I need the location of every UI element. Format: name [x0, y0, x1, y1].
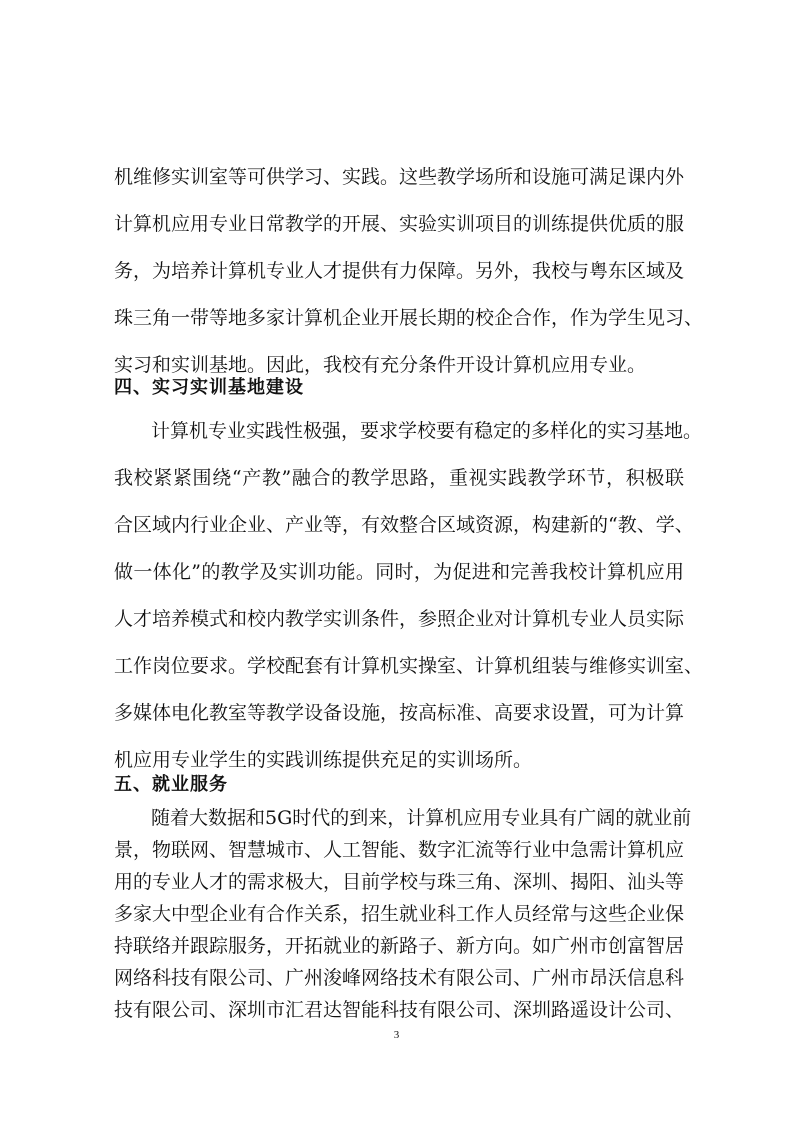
paragraph-line: 计算机应用专业日常教学的开展、实验实训项目的训练提供优质的服: [114, 213, 685, 235]
paragraph-line: 计算机专业实践性极强，要求学校要有稳定的多样化的实习基地。: [151, 420, 703, 442]
section-heading: 四、实习实训基地建设: [114, 377, 304, 398]
paragraph-line: 做一体化”的教学及实训功能。同时，为促进和完善我校计算机应用: [114, 561, 684, 583]
paragraph-line: 网络科技有限公司、广州浚峰网络技术有限公司、广州市昂沃信息科: [114, 967, 685, 989]
paragraph-line: 工作岗位要求。学校配套有计算机实操室、计算机组装与维修实训室、: [114, 655, 704, 677]
paragraph-line: 合区域内行业企业、产业等，有效整合区域资源，构建新的“教、学、: [114, 514, 694, 536]
paragraph-line: 多媒体电化教室等教学设备设施，按高标准、高要求设置，可为计算: [114, 702, 685, 724]
section-heading: 五、就业服务: [114, 774, 228, 795]
paragraph-line: 我校紧紧围绕“产教”融合的教学思路，重视实践教学环节，积极联: [114, 467, 684, 489]
paragraph-line: 用的专业人才的需求极大，目前学校与珠三角、深圳、揭阳、汕头等: [114, 871, 685, 893]
paragraph-line: 技有限公司、深圳市汇君达智能科技有限公司、深圳路遥设计公司、: [114, 999, 685, 1021]
paragraph-line: 珠三角一带等地多家计算机企业开展长期的校企合作，作为学生见习、: [114, 307, 704, 329]
page-number: 3: [393, 1029, 400, 1041]
paragraph-line: 机应用专业学生的实践训练提供充足的实训场所。: [114, 749, 533, 771]
paragraph-line: 随着大数据和5G时代的到来，计算机应用专业具有广阔的就业前: [151, 807, 692, 829]
paragraph-line: 持联络并跟踪服务，开拓就业的新路子、新方向。如广州市创富智居: [114, 935, 685, 957]
paragraph-line: 实习和实训基地。因此，我校有充分条件开设计算机应用专业。: [114, 354, 647, 376]
paragraph-line: 务，为培养计算机专业人才提供有力保障。另外，我校与粤东区域及: [114, 260, 685, 282]
paragraph-line: 机维修实训室等可供学习、实践。这些教学场所和设施可满足课内外: [114, 166, 685, 188]
paragraph-line: 多家大中型企业有合作关系，招生就业科工作人员经常与这些企业保: [114, 903, 685, 925]
paragraph-line: 人才培养模式和校内教学实训条件，参照企业对计算机专业人员实际: [114, 608, 685, 630]
paragraph-line: 景，物联网、智慧城市、人工智能、数字汇流等行业中急需计算机应: [114, 839, 685, 861]
